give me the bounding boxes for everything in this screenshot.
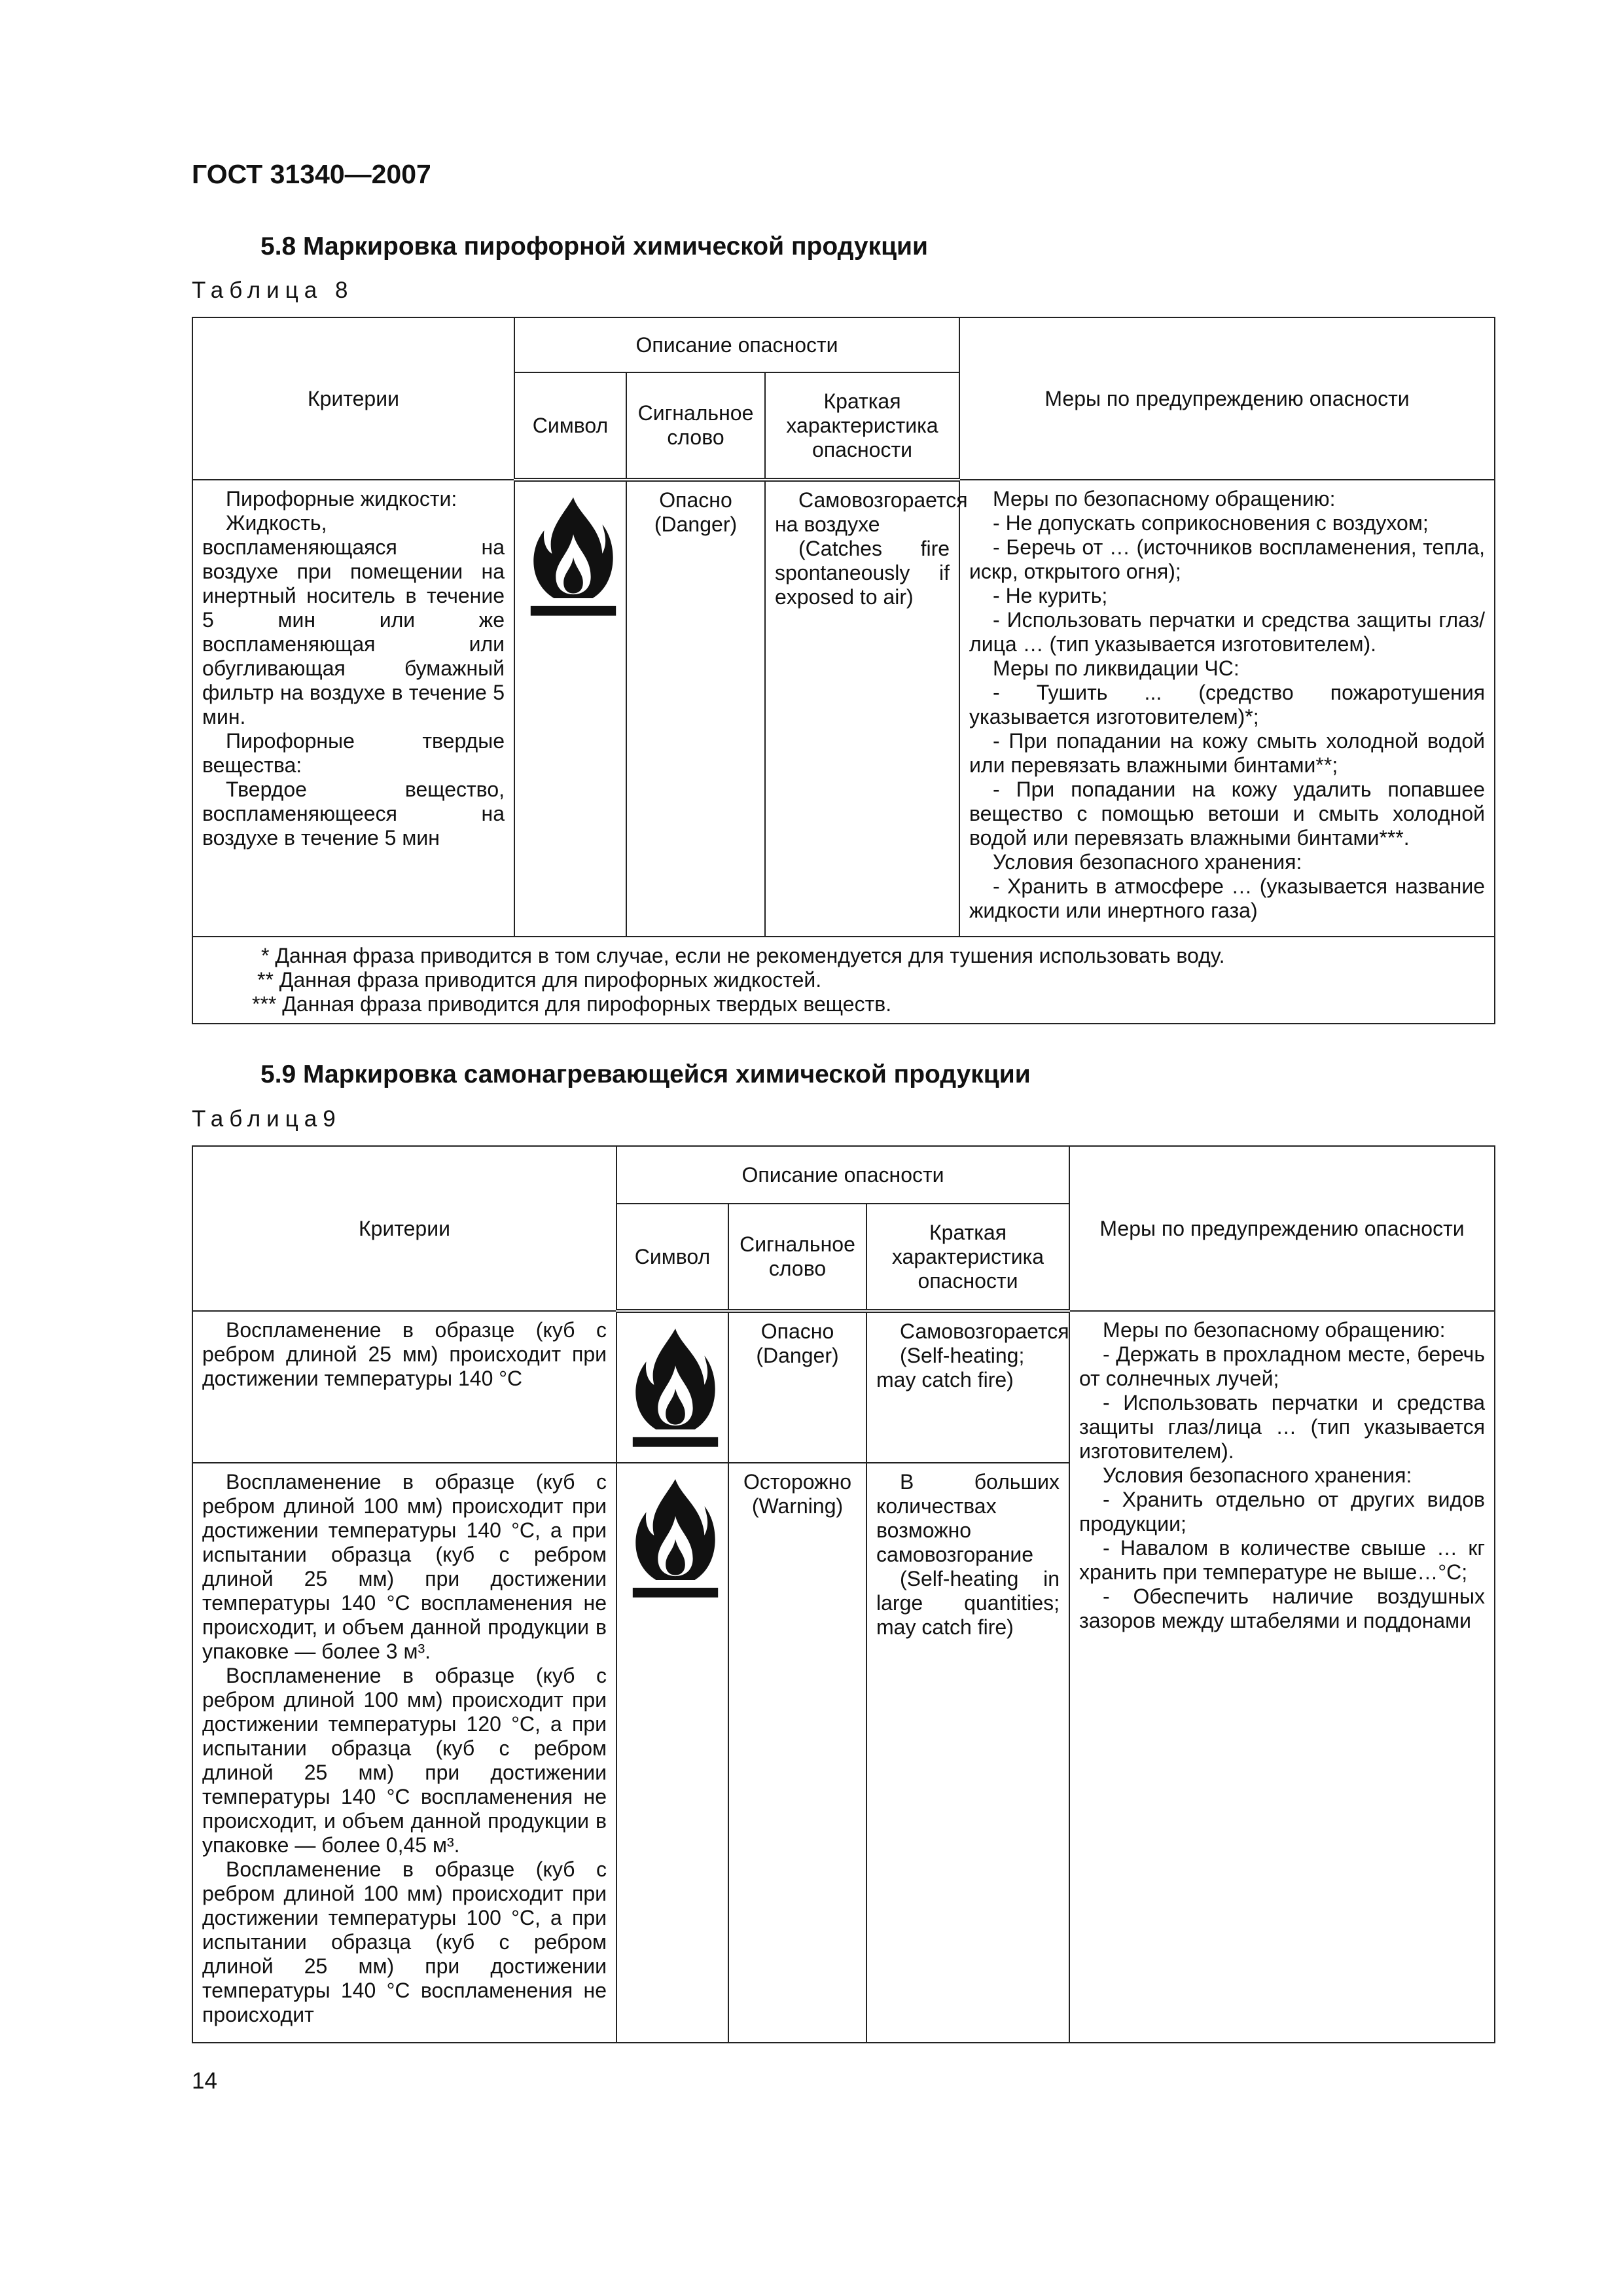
precaution-line: - Тушить ... (средство пожаротушения указывается изготовителем)*; <box>969 681 1486 728</box>
brief-text: В больших количествах возможно самовозгорание <box>876 1470 1060 1566</box>
signal-word: Осторожно <box>743 1470 852 1494</box>
precaution-line: - Хранить в атмосфере … (указывается название жидкости или инертного газа) <box>969 874 1486 922</box>
criteria-text: Воспламенение в образце (куб с ребром длиной 100 мм) происходит при достижении температуры 100 °С, а при испытании образца (куб с ребром длиной 25 мм) при достижении температуры 140 °С воспламенения не происходит <box>202 1857 607 2026</box>
signal-word-cell <box>728 1463 866 2043</box>
signal-word-en: (Danger) <box>654 512 738 536</box>
signal-word-en: (Danger) <box>756 1344 839 1367</box>
precaution-line: Условия безопасного хранения: <box>993 850 1302 874</box>
page-number: 14 <box>192 2068 217 2094</box>
signal-word-en: (Warning) <box>751 1494 844 1518</box>
criteria-cell <box>192 1463 616 2043</box>
header-signal-word: Сигнальное слово <box>728 1204 866 1311</box>
flame-icon <box>626 1475 724 1606</box>
brief-cell <box>866 1311 1069 1463</box>
footnote: *** Данная фраза приводится для пирофорных твердых веществ. <box>252 992 892 1016</box>
footnotes-cell <box>192 937 1495 1024</box>
section-title-5-8: 5.8 Маркировка пирофорной химической продукции <box>260 232 928 260</box>
precaution-line: - Держать в прохладном месте, беречь от солнечных лучей; <box>1079 1342 1486 1390</box>
document-code: ГОСТ 31340—2007 <box>192 159 431 189</box>
precautions-cell <box>959 480 1495 937</box>
header-symbol: Символ <box>514 372 626 480</box>
brief-text-en: (Catches fire spontaneously if exposed to air) <box>775 537 950 609</box>
precaution-line: - Не допускать соприкосновения с воздухом; <box>993 511 1429 535</box>
precaution-line: - Хранить отдельно от других видов продукции; <box>1079 1488 1486 1535</box>
header-brief: Краткая характеристика опасности <box>765 372 959 480</box>
criteria-cell <box>192 480 514 937</box>
signal-word: Опасно <box>659 488 732 512</box>
header-brief: Краткая характеристика опасности <box>866 1204 1069 1311</box>
precautions-cell <box>1069 1311 1495 2043</box>
table-8-label: Таблица 8 <box>192 278 354 303</box>
brief-text-en: (Self-heating in large quantities; may catch fire) <box>876 1567 1060 1639</box>
header-criteria: Критерии <box>192 1146 616 1311</box>
precaution-line: Меры по безопасному обращению: <box>1103 1318 1446 1342</box>
precaution-line: - При попадании на кожу смыть холодной водой или перевязать влажными бинтами**; <box>969 729 1486 777</box>
section-title-5-9: 5.9 Маркировка самонагревающейся химической продукции <box>260 1060 1031 1088</box>
precaution-line: - Использовать перчатки и средства защиты глаз/лица … (тип указывается изготовителем). <box>969 608 1486 656</box>
criteria-text: Твердое вещество, воспламеняющееся на воздухе в течение 5 мин <box>202 778 505 850</box>
brief-cell <box>765 480 968 937</box>
brief-cell <box>866 1463 1069 2043</box>
table-9-label: Таблица9 <box>192 1106 342 1132</box>
brief-text-en: (Self-heating; may catch fire) <box>876 1344 1025 1391</box>
flame-icon <box>626 1325 724 1456</box>
precaution-line: - Не курить; <box>993 584 1108 607</box>
header-hazard-description: Описание опасности <box>616 1146 1069 1204</box>
criteria-text: Воспламенение в образце (куб с ребром длиной 100 мм) происходит при достижении температуры 140 °С, а при испытании образца (куб с ребром длиной 25 мм) при достижении температуры 140 °С воспламенения не происходит, и объем данной продукции в упаковке — более 3 м³. <box>202 1470 607 1663</box>
criteria-text: Пирофорные жидкости: <box>226 487 457 511</box>
header-precautions: Меры по предупреждению опасности <box>1069 1146 1495 1311</box>
symbol-cell <box>616 1311 728 1463</box>
signal-word: Опасно <box>760 1319 834 1343</box>
symbol-cell <box>616 1463 728 2043</box>
header-hazard-description: Описание опасности <box>514 317 959 372</box>
precaution-line: Меры по ликвидации ЧС: <box>993 656 1240 680</box>
precaution-line: - Использовать перчатки и средства защиты глаз/лица … (тип указывается изготовителем). <box>1079 1391 1486 1463</box>
table-9 <box>192 1145 1495 2043</box>
criteria-text: Воспламенение в образце (куб с ребром длиной 25 мм) происходит при достижении температуры 140 °С <box>202 1318 607 1390</box>
precaution-line: Меры по безопасному обращению: <box>993 487 1336 511</box>
footnote: * Данная фраза приводится в том случае, если не рекомендуется для тушения использовать воду. <box>261 944 1225 967</box>
precaution-line: - Беречь от … (источников воспламенения, тепла, искр, открытого огня); <box>969 535 1486 583</box>
table-8 <box>192 317 1495 1024</box>
signal-word-cell <box>728 1311 866 1463</box>
criteria-text: Пирофорные твердые вещества: <box>202 729 505 777</box>
precaution-line: - Навалом в количестве свыше … кг хранить при температуре не выше…°С; <box>1079 1536 1486 1584</box>
symbol-cell <box>514 480 626 937</box>
criteria-text: Жидкость, воспламеняющаяся на воздухе при помещении на инертный носитель в течение 5 мин или же воспламеняющая или обугливающая бумажный фильтр на воздухе в течение 5 мин. <box>202 511 505 728</box>
precaution-line: Условия безопасного хранения: <box>1103 1463 1412 1487</box>
precaution-line: - Обеспечить наличие воздушных зазоров между штабелями и поддонами <box>1079 1585 1486 1632</box>
header-criteria: Критерии <box>192 317 514 480</box>
header-precautions: Меры по предупреждению опасности <box>959 317 1495 480</box>
precaution-line: - При попадании на кожу удалить попавшее вещество с помощью ветоши и смыть холодной водой или перевязать влажными бинтами***. <box>969 778 1486 850</box>
criteria-text: Воспламенение в образце (куб с ребром длиной 100 мм) происходит при достижении температуры 120 °С, а при испытании образца (куб с ребром длиной 25 мм) при достижении температуры 140 °С воспламенения не происходит, и объем данной продукции в упаковке — более 0,45 м³. <box>202 1664 607 1857</box>
criteria-cell <box>192 1311 616 1463</box>
header-symbol: Символ <box>616 1204 728 1311</box>
header-signal-word: Сигнальное слово <box>626 372 765 480</box>
brief-text: Самовозгорается <box>900 1319 1069 1343</box>
footnote: ** Данная фраза приводится для пирофорных жидкостей. <box>257 968 822 992</box>
brief-text: Самовозгорается на воздухе <box>775 488 968 536</box>
signal-word-cell <box>626 480 765 937</box>
flame-icon <box>524 493 622 624</box>
